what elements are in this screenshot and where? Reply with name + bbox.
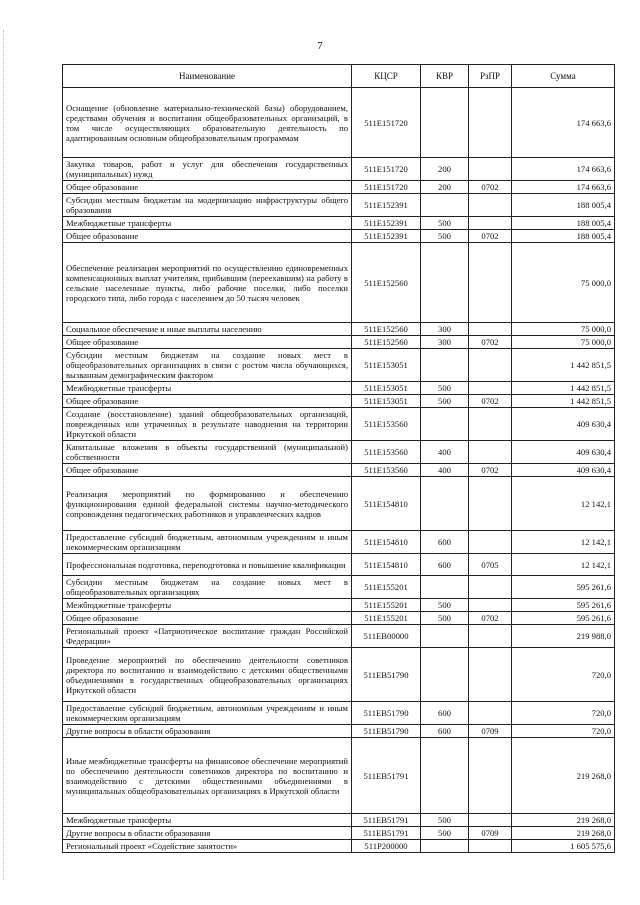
row-kcsr: 511ЕВ51791 xyxy=(352,738,421,814)
row-sum: 75 000,0 xyxy=(512,323,615,336)
row-name: Субсидии местным бюджетам на модернизацию инфраструктуры общего образования xyxy=(63,194,352,217)
row-kcsr: 511Е153051 xyxy=(352,382,421,395)
row-rzpr xyxy=(469,88,512,158)
row-name: Создание (восстановление) зданий общеобразовательных организаций, поврежденных или утраченных в результате наводнения на территории Иркутской области xyxy=(63,408,352,441)
row-name: Межбюджетные трансферты xyxy=(63,382,352,395)
row-name: Общее образование xyxy=(63,230,352,243)
table-row xyxy=(63,827,615,840)
row-sum: 1 442 851,5 xyxy=(512,349,615,382)
row-sum: 12 142,1 xyxy=(512,477,615,531)
row-rzpr xyxy=(469,576,512,599)
row-kcsr: 511Е152391 xyxy=(352,194,421,217)
table-row xyxy=(63,395,615,408)
row-kcsr: 511Е153560 xyxy=(352,408,421,441)
row-kvr: 400 xyxy=(421,441,469,464)
row-kcsr: 511Е153051 xyxy=(352,395,421,408)
scan-margin-marks xyxy=(3,30,8,880)
row-kvr: 500 xyxy=(421,814,469,827)
row-sum: 75 000,0 xyxy=(512,336,615,349)
table-row xyxy=(63,814,615,827)
row-name: Общее образование xyxy=(63,336,352,349)
table-row xyxy=(63,382,615,395)
table-row xyxy=(63,531,615,554)
row-sum: 409 630,4 xyxy=(512,441,615,464)
row-kvr xyxy=(421,243,469,323)
row-name: Межбюджетные трансферты xyxy=(63,814,352,827)
row-name: Закупка товаров, работ и услуг для обеспечения государственных (муниципальных) нужд xyxy=(63,158,352,181)
row-kcsr: 511ЕВ51791 xyxy=(352,827,421,840)
row-rzpr: 0705 xyxy=(469,554,512,576)
row-sum: 720,0 xyxy=(512,725,615,738)
row-sum: 12 142,1 xyxy=(512,554,615,576)
table-row xyxy=(63,336,615,349)
row-rzpr xyxy=(469,702,512,725)
row-kvr: 500 xyxy=(421,382,469,395)
row-kvr xyxy=(421,840,469,853)
row-sum: 219 268,0 xyxy=(512,814,615,827)
row-rzpr xyxy=(469,349,512,382)
row-sum: 188 005,4 xyxy=(512,194,615,217)
row-kvr: 500 xyxy=(421,217,469,230)
row-name: Общее образование xyxy=(63,395,352,408)
row-name: Реализация мероприятий по формированию и обеспечению функционирования единой федеральной системы научно-методического сопровождения педагогических работников и управленческих кадров xyxy=(63,477,352,531)
row-sum: 188 005,4 xyxy=(512,230,615,243)
table-row xyxy=(63,477,615,531)
table-row xyxy=(63,725,615,738)
row-sum: 219 268,0 xyxy=(512,738,615,814)
row-kcsr: 511Е154810 xyxy=(352,477,421,531)
row-kvr xyxy=(421,349,469,382)
row-name: Общее образование xyxy=(63,464,352,477)
row-rzpr xyxy=(469,243,512,323)
row-name: Межбюджетные трансферты xyxy=(63,599,352,612)
table-row xyxy=(63,576,615,599)
table-row xyxy=(63,441,615,464)
row-rzpr: 0702 xyxy=(469,336,512,349)
row-kvr: 200 xyxy=(421,181,469,194)
row-rzpr: 0702 xyxy=(469,230,512,243)
header-kcsr: КЦСР xyxy=(352,65,421,88)
row-sum: 188 005,4 xyxy=(512,217,615,230)
row-name: Предоставление субсидий бюджетным, автономным учреждениям и иным некоммерческим организациям xyxy=(63,702,352,725)
row-rzpr xyxy=(469,194,512,217)
row-sum: 720,0 xyxy=(512,648,615,702)
row-rzpr: 0702 xyxy=(469,612,512,625)
row-kvr xyxy=(421,477,469,531)
row-kvr: 500 xyxy=(421,395,469,408)
budget-table xyxy=(62,64,615,853)
row-rzpr xyxy=(469,599,512,612)
row-kvr xyxy=(421,625,469,648)
table-row xyxy=(63,599,615,612)
row-sum: 720,0 xyxy=(512,702,615,725)
row-kvr xyxy=(421,648,469,702)
page-number: 7 xyxy=(317,40,323,52)
row-name: Социальное обеспечение и иные выплаты населению xyxy=(63,323,352,336)
row-rzpr xyxy=(469,840,512,853)
row-rzpr: 0702 xyxy=(469,181,512,194)
row-name: Предоставление субсидий бюджетным, автономным учреждениям и иным некоммерческим организациям xyxy=(63,531,352,554)
row-name: Профессиональная подготовка, переподготовка и повышение квалификации xyxy=(63,554,352,576)
row-rzpr: 0709 xyxy=(469,827,512,840)
row-kvr xyxy=(421,88,469,158)
row-rzpr: 0702 xyxy=(469,395,512,408)
row-rzpr xyxy=(469,814,512,827)
row-rzpr xyxy=(469,625,512,648)
row-name: Другие вопросы в области образования xyxy=(63,725,352,738)
row-sum: 219 268,0 xyxy=(512,827,615,840)
table-row xyxy=(63,181,615,194)
row-name: Региональный проект «Патриотическое воспитание граждан Российской Федерации» xyxy=(63,625,352,648)
row-sum: 595 261,6 xyxy=(512,576,615,599)
table-row xyxy=(63,158,615,181)
row-kvr xyxy=(421,194,469,217)
row-kvr: 500 xyxy=(421,827,469,840)
row-kcsr: 511ЕВ51791 xyxy=(352,814,421,827)
header-rzpr: РзПР xyxy=(469,65,512,88)
table-row xyxy=(63,554,615,576)
table-row xyxy=(63,464,615,477)
table-row xyxy=(63,88,615,158)
row-rzpr xyxy=(469,323,512,336)
row-name: Общее образование xyxy=(63,612,352,625)
row-rzpr xyxy=(469,382,512,395)
row-rzpr xyxy=(469,158,512,181)
row-name: Субсидии местным бюджетам на создание новых мест в общеобразовательных организациях xyxy=(63,576,352,599)
row-name: Региональный проект «Содействие занятости» xyxy=(63,840,352,853)
row-sum: 12 142,1 xyxy=(512,531,615,554)
row-kcsr: 511Е152391 xyxy=(352,217,421,230)
row-kcsr: 511ЕВ51790 xyxy=(352,725,421,738)
table-row xyxy=(63,648,615,702)
row-rzpr xyxy=(469,217,512,230)
row-rzpr xyxy=(469,531,512,554)
row-rzpr xyxy=(469,408,512,441)
row-kcsr: 511ЕВ51790 xyxy=(352,702,421,725)
row-rzpr xyxy=(469,738,512,814)
row-sum: 595 261,6 xyxy=(512,599,615,612)
row-kvr: 500 xyxy=(421,599,469,612)
row-sum: 219 988,0 xyxy=(512,625,615,648)
table-row xyxy=(63,194,615,217)
row-kcsr: 511Е152560 xyxy=(352,243,421,323)
table-row xyxy=(63,230,615,243)
row-kcsr: 511Е155201 xyxy=(352,599,421,612)
row-kcsr: 511Е152560 xyxy=(352,336,421,349)
table-row xyxy=(63,702,615,725)
row-kvr: 200 xyxy=(421,158,469,181)
row-kvr: 600 xyxy=(421,702,469,725)
row-name: Иные межбюджетные трансферты на финансовое обеспечение мероприятий по обеспечению деятельности советников директора по воспитанию и взаимодействию с детскими общественными объединениями в муниципальных общеобразовательных организациях в Иркутской области xyxy=(63,738,352,814)
row-rzpr: 0702 xyxy=(469,464,512,477)
row-sum: 409 630,4 xyxy=(512,408,615,441)
row-sum: 174 663,6 xyxy=(512,181,615,194)
table-row xyxy=(63,349,615,382)
row-name: Проведение мероприятий по обеспечению деятельности советников директора по воспитанию и взаимодействию с детскими общественными объединениями в государственных общеобразовательных организациях Иркутской области xyxy=(63,648,352,702)
row-name: Межбюджетные трансферты xyxy=(63,217,352,230)
table-body xyxy=(63,88,615,853)
row-kvr: 600 xyxy=(421,725,469,738)
row-kcsr: 511Е151720 xyxy=(352,181,421,194)
row-kcsr: 511Е152560 xyxy=(352,323,421,336)
row-kcsr: 511Е155201 xyxy=(352,612,421,625)
row-sum: 1 442 851,5 xyxy=(512,382,615,395)
row-kvr: 600 xyxy=(421,554,469,576)
table-row xyxy=(63,243,615,323)
row-kcsr: 511Р200000 xyxy=(352,840,421,853)
row-kcsr: 511Е151720 xyxy=(352,88,421,158)
row-kcsr: 511Е152391 xyxy=(352,230,421,243)
row-sum: 174 663,6 xyxy=(512,158,615,181)
row-sum: 1 442 851,5 xyxy=(512,395,615,408)
row-kvr: 400 xyxy=(421,464,469,477)
row-kcsr: 511Е153560 xyxy=(352,464,421,477)
header-sum: Сумма xyxy=(512,65,615,88)
row-name: Общее образование xyxy=(63,181,352,194)
row-rzpr xyxy=(469,477,512,531)
row-kcsr: 511ЕВ51790 xyxy=(352,648,421,702)
row-kvr xyxy=(421,408,469,441)
table-row xyxy=(63,840,615,853)
row-rzpr: 0709 xyxy=(469,725,512,738)
row-rzpr xyxy=(469,441,512,464)
row-kcsr: 511Е154810 xyxy=(352,531,421,554)
row-kcsr: 511Е154810 xyxy=(352,554,421,576)
row-kvr: 300 xyxy=(421,336,469,349)
row-name: Оснащение (обновление материально-технической базы) оборудованием, средствами обучения и воспитания общеобразовательных организаций, в том числе осуществляющих образовательную деятельность по адаптированным основным общеобразовательным программам xyxy=(63,88,352,158)
row-kcsr: 511Е153051 xyxy=(352,349,421,382)
row-kcsr: 511Е155201 xyxy=(352,576,421,599)
row-kvr xyxy=(421,738,469,814)
row-kcsr: 511Е153560 xyxy=(352,441,421,464)
table-row xyxy=(63,625,615,648)
row-name: Капитальные вложения в объекты государственной (муниципальной) собственности xyxy=(63,441,352,464)
row-kvr xyxy=(421,576,469,599)
table-row xyxy=(63,323,615,336)
row-rzpr xyxy=(469,648,512,702)
table-row xyxy=(63,612,615,625)
row-name: Другие вопросы в области образования xyxy=(63,827,352,840)
header-name: Наименование xyxy=(63,65,352,88)
table-header-row xyxy=(63,65,615,88)
row-sum: 75 000,0 xyxy=(512,243,615,323)
table-row xyxy=(63,408,615,441)
row-kcsr: 511Е151720 xyxy=(352,158,421,181)
row-sum: 174 663,6 xyxy=(512,88,615,158)
row-kvr: 500 xyxy=(421,612,469,625)
row-kvr: 600 xyxy=(421,531,469,554)
header-kvr: КВР xyxy=(421,65,469,88)
row-kvr: 300 xyxy=(421,323,469,336)
row-name: Субсидии местным бюджетам на создание новых мест в общеобразовательных организациях в связи с ростом числа обучающихся, вызванным демографическим фактором xyxy=(63,349,352,382)
row-sum: 409 630,4 xyxy=(512,464,615,477)
table-row xyxy=(63,738,615,814)
row-sum: 595 261,6 xyxy=(512,612,615,625)
row-kcsr: 511ЕВ00000 xyxy=(352,625,421,648)
row-kvr: 500 xyxy=(421,230,469,243)
row-name: Обеспечение реализации мероприятий по осуществлению единовременных компенсационных выплат учителям, прибывшим (переехавшим) на работу в сельские населенные пункты, либо рабочие поселки, либо поселки городского типа, либо города с населением до 50 тысяч человек xyxy=(63,243,352,323)
table-row xyxy=(63,217,615,230)
row-sum: 1 605 575,6 xyxy=(512,840,615,853)
